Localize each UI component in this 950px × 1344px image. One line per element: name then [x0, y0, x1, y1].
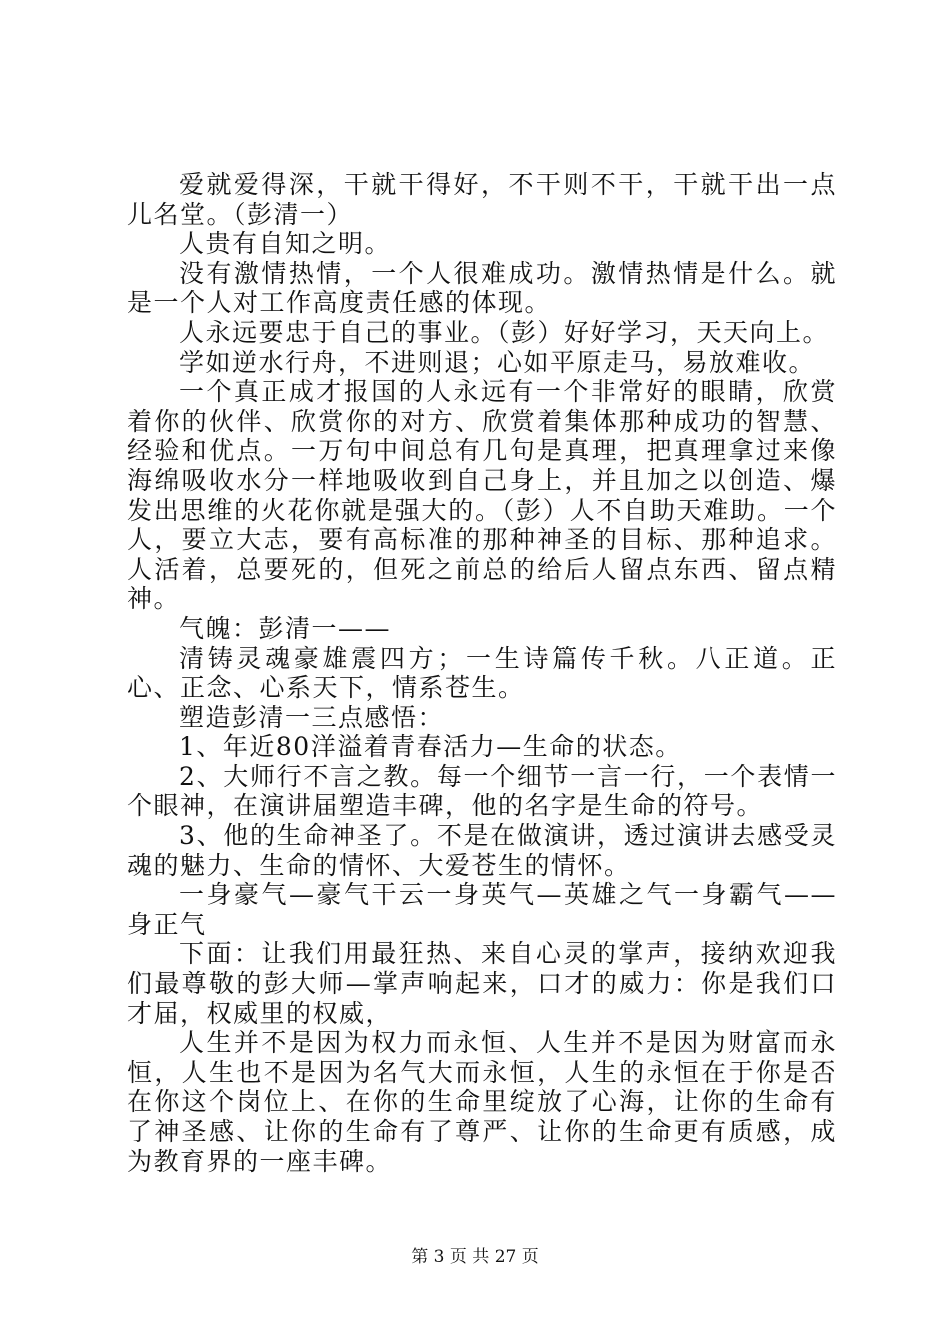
paragraph: 清铸灵魂豪雄震四方；一生诗篇传千秋。八正道。正心、正念、心系天下，情系苍生。 [127, 643, 837, 703]
paragraph: 爱就爱得深，干就干得好，不干则不干，干就干出一点儿名堂。（彭清一） [127, 170, 837, 229]
paragraph: 1、年近80洋溢着青春活力—生命的状态。 [179, 732, 682, 762]
paragraph: 一身豪气—豪气干云一身英气—英雄之气一身霸气——身正气 [127, 880, 837, 939]
body-text [127, 170, 837, 1176]
paragraph: 学如逆水行舟，不进则退；心如平原走马，易放难收。 [179, 347, 816, 377]
paragraph: 气魄：彭清一—— [179, 613, 392, 643]
paragraph: 3、他的生命神圣了。不是在做演讲，透过演讲去感受灵魂的魅力、生命的情怀、大爱苍生的情怀。 [127, 821, 837, 880]
paragraph: 人生并不是因为权力而永恒、人生并不是因为财富而永恒，人生也不是因为名气大而永恒，人生的永恒在于你是否在你这个岗位上、在你的生命里绽放了心海，让你的生命有了神圣感、让你的生命有了尊严、让你的生命更有质感，成为教育界的一座丰碑。 [127, 1028, 837, 1176]
page-footer: 第 3 页 共 27 页 [411, 1247, 539, 1267]
paragraph: 没有激情热情，一个人很难成功。激情热情是什么。就是一个人对工作高度责任感的体现。 [127, 258, 837, 318]
paragraph: 塑造彭清一三点感悟： [179, 702, 445, 732]
paragraph: 一个真正成才报国的人永远有一个非常好的眼睛，欣赏着你的伙伴、欣赏你的对方、欣赏着集体那种成功的智慧、经验和优点。一万句中间总有几句是真理，把真理拿过来像海绵吸收水分一样地吸收到自己身上，并且加之以创造、爆发出思维的火花你就是强大的。（彭）人不自助天难助。一个人，要立大志，要有高标准的那种神圣的目标、那种追求。人活着，总要死的，但死之前总的给后人留点东西、留点精神。 [127, 377, 837, 614]
paragraph: 人贵有自知之明。 [179, 229, 392, 259]
paragraph: 下面：让我们用最狂热、来自心灵的掌声，接纳欢迎我们最尊敬的彭大师—掌声响起来，口才的威力：你是我们口才届，权威里的权威， [127, 939, 837, 1028]
paragraph: 2、大师行不言之教。每一个细节一言一行，一个表情一个眼神，在演讲届塑造丰碑，他的名字是生命的符号。 [127, 761, 837, 821]
paragraph: 人永远要忠于自己的事业。（彭）好好学习，天天向上。 [179, 317, 830, 347]
